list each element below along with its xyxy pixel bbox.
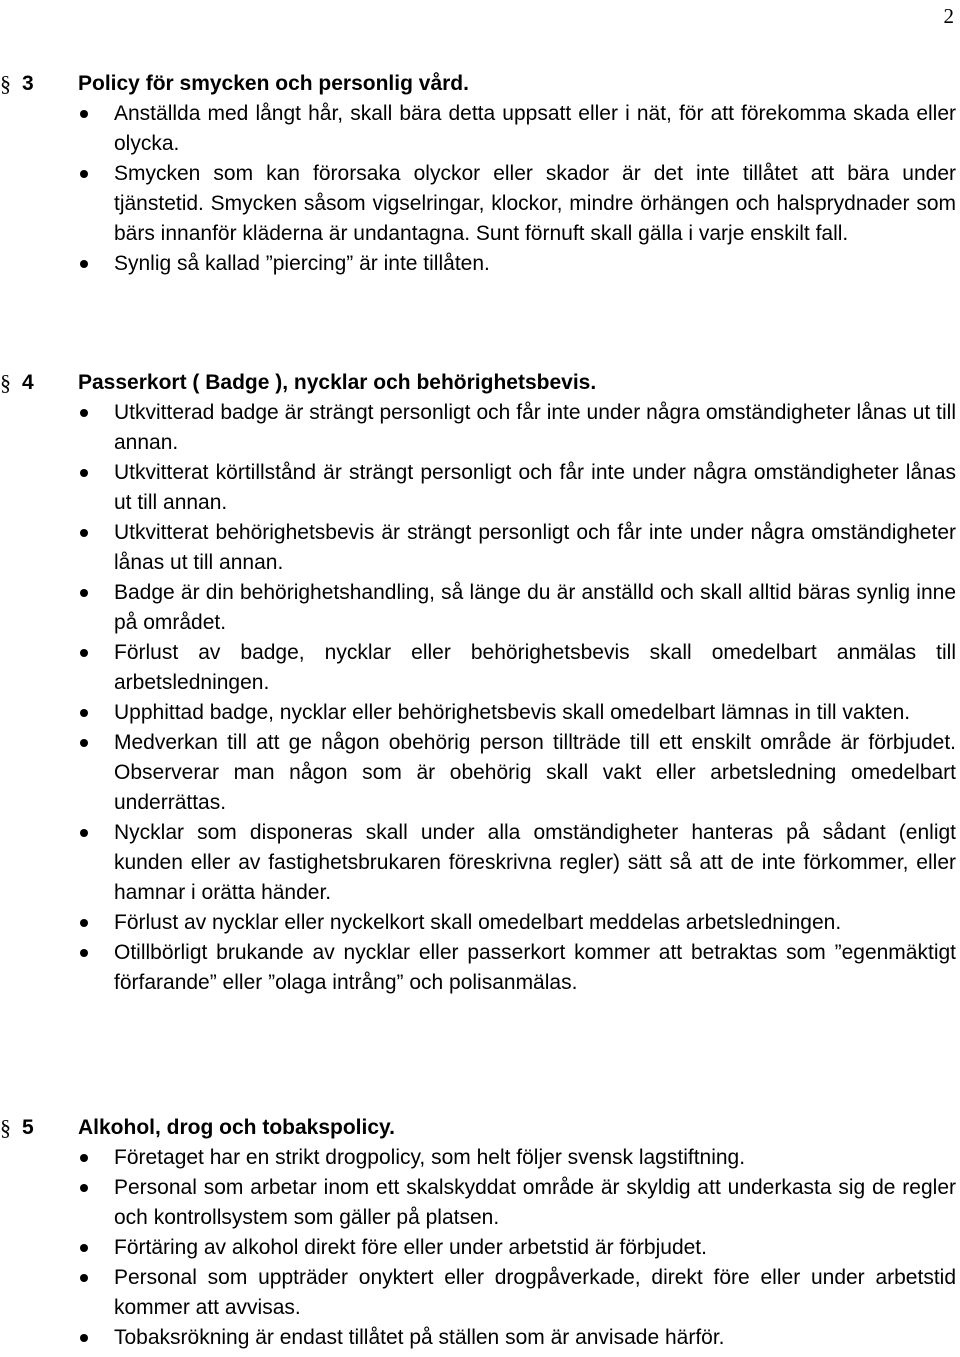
list-item: Smycken som kan förorsaka olyckor eller skador är det inte tillåtet att bära under tjänstetid. Smycken såsom vigselringar, klockor, mindre örhängen och halsprydnader som bärs innanför kläderna är undantagna. Sunt förnuft skall gälla i varje enskilt fall. bbox=[0, 159, 960, 249]
page-number: 2 bbox=[943, 4, 954, 28]
section-number: 5 bbox=[22, 1116, 34, 1139]
list-item: Utkvitterad badge är strängt personligt och får inte under några omständigheter lånas ut till annan. bbox=[0, 398, 960, 458]
section-4 bbox=[0, 368, 960, 998]
list-item: Utkvitterat behörighetsbevis är strängt personligt och får inte under några omständigheter lånas ut till annan. bbox=[0, 518, 960, 578]
list-item: Otillbörligt brukande av nycklar eller passerkort kommer att betraktas som ”egenmäktigt förfarande” eller ”olaga intrång” och polisanmälas. bbox=[0, 938, 960, 998]
list-item: Anställda med långt hår, skall bära detta uppsatt eller i nät, för att förekomma skada eller olycka. bbox=[0, 99, 960, 159]
section-3 bbox=[0, 69, 960, 279]
section-number: 3 bbox=[22, 72, 34, 95]
list-item: Personal som uppträder onyktert eller drogpåverkade, direkt före eller under arbetstid kommer att avvisas. bbox=[0, 1263, 960, 1323]
section-heading bbox=[0, 1113, 960, 1143]
bullet-icon bbox=[80, 1334, 88, 1342]
list-item: Utkvitterat körtillstånd är strängt personligt och får inte under några omständigheter lånas ut till annan. bbox=[0, 458, 960, 518]
section-mark: § bbox=[0, 370, 11, 395]
bullet-list bbox=[0, 99, 960, 279]
bullet-icon bbox=[80, 469, 88, 477]
list-item: Personal som arbetar inom ett skalskyddat område är skyldig att underkasta sig de regler och kontrollsystem som gäller på platsen. bbox=[0, 1173, 960, 1233]
bullet-icon bbox=[80, 919, 88, 927]
bullet-icon bbox=[80, 1274, 88, 1282]
list-item: Förlust av badge, nycklar eller behörighetsbevis skall omedelbart anmälas till arbetsledningen. bbox=[0, 638, 960, 698]
section-mark: § bbox=[0, 71, 11, 96]
list-item: Medverkan till att ge någon obehörig person tillträde till ett enskilt område är förbjudet. Observerar man någon som är obehörig skall vakt eller arbetsledning omedelbart underrättas. bbox=[0, 728, 960, 818]
list-item: Upphittad badge, nycklar eller behörighetsbevis skall omedelbart lämnas in till vakten. bbox=[0, 698, 960, 728]
bullet-icon bbox=[80, 260, 88, 268]
section-number: 4 bbox=[22, 371, 34, 394]
section-title: Alkohol, drog och tobakspolicy. bbox=[78, 1116, 395, 1139]
bullet-icon bbox=[80, 829, 88, 837]
list-item: Badge är din behörighetshandling, så länge du är anställd och skall alltid bäras synlig inne på området. bbox=[0, 578, 960, 638]
bullet-icon bbox=[80, 649, 88, 657]
list-item: Synlig så kallad ”piercing” är inte tillåten. bbox=[0, 249, 960, 279]
list-item: Nycklar som disponeras skall under alla omständigheter hanteras på sådant (enligt kunden eller av fastighetsbrukaren föreskrivna regler) sätt så att de inte förkommer, eller hamnar i orätta händer. bbox=[0, 818, 960, 908]
bullet-icon bbox=[80, 739, 88, 747]
bullet-icon bbox=[80, 110, 88, 118]
section-mark: § bbox=[0, 1115, 11, 1140]
bullet-icon bbox=[80, 529, 88, 537]
bullet-icon bbox=[80, 409, 88, 417]
bullet-icon bbox=[80, 170, 88, 178]
list-item: Företaget har en strikt drogpolicy, som helt följer svensk lagstiftning. bbox=[0, 1143, 960, 1173]
section-heading bbox=[0, 69, 960, 99]
list-item: Förtäring av alkohol direkt före eller under arbetstid är förbjudet. bbox=[0, 1233, 960, 1263]
bullet-list bbox=[0, 1143, 960, 1353]
section-title: Passerkort ( Badge ), nycklar och behörighetsbevis. bbox=[78, 371, 597, 394]
section-title: Policy för smycken och personlig vård. bbox=[78, 72, 469, 95]
bullet-icon bbox=[80, 1184, 88, 1192]
bullet-list bbox=[0, 398, 960, 998]
bullet-icon bbox=[80, 1154, 88, 1162]
bullet-icon bbox=[80, 709, 88, 717]
bullet-icon bbox=[80, 1244, 88, 1252]
bullet-icon bbox=[80, 949, 88, 957]
section-5 bbox=[0, 1113, 960, 1353]
list-item: Tobaksrökning är endast tillåtet på ställen som är anvisade härför. bbox=[0, 1323, 960, 1353]
section-heading bbox=[0, 368, 960, 398]
list-item: Förlust av nycklar eller nyckelkort skall omedelbart meddelas arbetsledningen. bbox=[0, 908, 960, 938]
bullet-icon bbox=[80, 589, 88, 597]
